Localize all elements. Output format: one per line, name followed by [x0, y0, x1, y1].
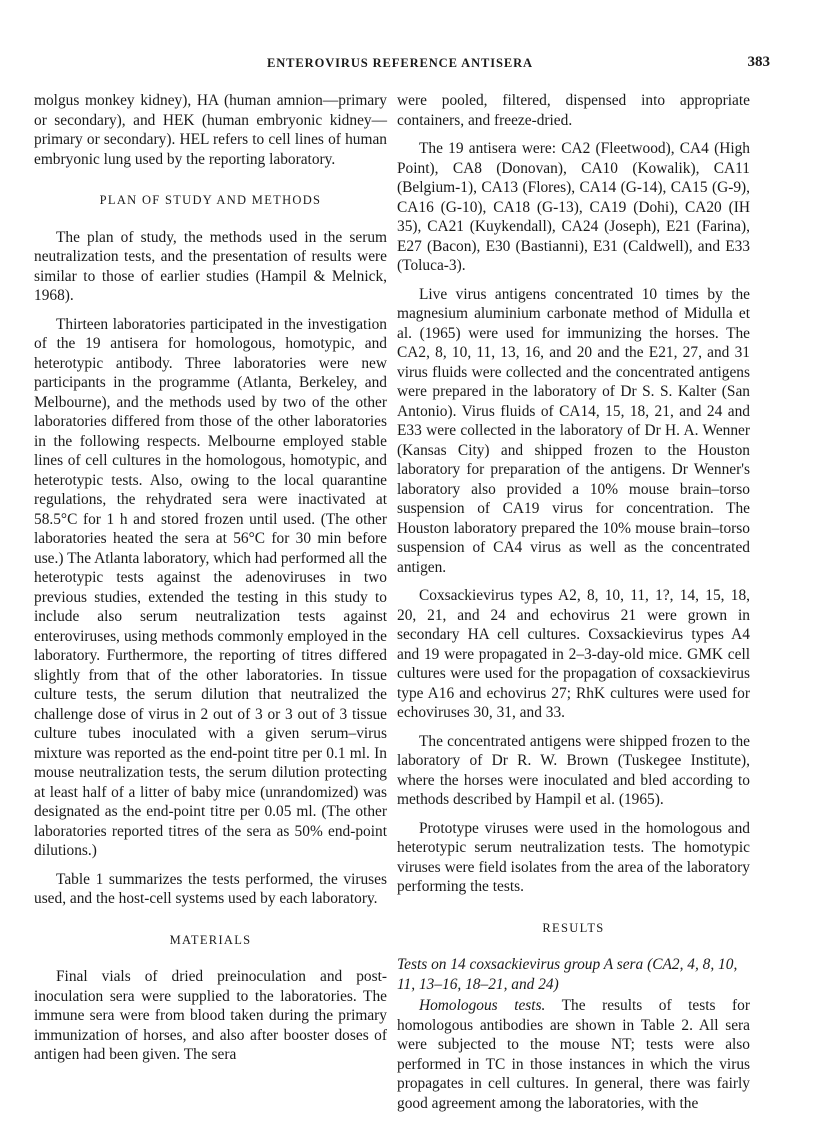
homologous-text: The results of tests for homologous antibodies are shown in Table 2. All sera were subjected to the mouse NT; tests were also performed in TC in those instances in which the virus propagates in cell cultures. In general, there was fairly good agreement among the laboratories, with the [397, 997, 750, 1112]
run-in-heading-homologous: Homologous tests. [419, 997, 546, 1014]
paragraph-plan: The plan of study, the methods used in the serum neutralization tests, and the presentation of results were similar to those of earlier studies (Hampil & Melnick, 1968). [34, 228, 387, 304]
subsection-heading-tests: Tests on 14 coxsackievirus group A sera (CA2, 4, 8, 10, 11, 13–16, 18–21, and 24) [397, 956, 738, 993]
paragraph-laboratories: Thirteen laboratories participated in the investigation of the 19 antisera for homologous, homotypic, and heterotypic antibody. Three laboratories were new participants in the programme (Atlanta, Berkeley, and Melbourne), and the methods used by two of the other laboratories differed from those of the other laboratories in the following respects. Melbourne employed stable lines of cell cultures in the homologous, homotypic, and heterotypic tests. Also, owing to the local quarantine regulations, the rehydrated sera were inactivated at 58.5°C for 1 h and stored frozen until used. (The other laboratories heated the sera at 56°C for 30 min before use.) The Atlanta laboratory, which had performed all the heterotypic tests against the adenoviruses in two previous studies, extended the testing in this study to include also serum neutralization tests against enteroviruses, using methods commonly employed in the laboratory. Furthermore, the reporting of titres differed slightly from that of the other laboratories. In tissue culture tests, the serum dilution that neutralized the challenge dose of virus in 2 out of 3 or 3 out of 3 tissue culture tubes inoculated with a given serum–virus mixture was reported as the end-point titre per 0.1 ml. In mouse neutralization tests, the serum dilution protecting at least half of a litter of baby mice (unrandomized) was designated as the end-point titre per 0.05 ml. (The other laboratories reported titres of the sera as 50% end-point dilutions.) [34, 315, 387, 859]
section-heading-plan: PLAN OF STUDY AND METHODS [99, 193, 322, 207]
running-title: ENTEROVIRUS REFERENCE ANTISERA [267, 56, 533, 70]
paragraph-materials: Final vials of dried preinoculation and post-inoculation sera were supplied to the laboratories. The immune sera were from blood taken during the primary immunization of horses, and also after booster doses of antigen had been given. The sera [34, 968, 387, 1063]
left-column [34, 91, 387, 1074]
paragraph-homologous [397, 996, 750, 1113]
section-heading-materials: MATERIALS [169, 932, 252, 947]
running-header [30, 56, 770, 76]
paragraph-shipped: The concentrated antigens were shipped frozen to the laboratory of Dr R. W. Brown (Tuskegee Institute), where the horses were inoculated and bled according to methods described by Hampil et al. (1965). [397, 732, 750, 808]
paragraph-table1: Table 1 summarizes the tests performed, the viruses used, and the host-cell systems used by each laboratory. [34, 870, 387, 907]
paragraph-antisera: The 19 antisera were: CA2 (Fleetwood), CA4 (High Point), CA8 (Donovan), CA10 (Kowalik), CA11 (Belgium-1), CA13 (Flores), CA14 (G-14), CA15 (G-9), CA16 (G-10), CA18 (G-13), CA19 (Dohi), CA20 (IH 35), CA21 (Kuykendall), CA24 (Joseph), E21 (Farina), E27 (Bacon), E30 (Bastianni), E31 (Caldwell), and E33 (Toluca-3). [397, 140, 750, 274]
paragraph-continued: molgus monkey kidney), HA (human amnion—primary or secondary), and HEK (human embryonic kidney—primary or secondary). HEL refers to cell lines of human embryonic lung used by the reporting laboratory. [34, 92, 387, 168]
paragraph-coxsackievirus: Coxsackievirus types A2, 8, 10, 11, 1?, 14, 15, 18, 20, 21, and 24 and echovirus 21 were grown in secondary HA cell cultures. Coxsackievirus types A4 and 19 were propagated in 2–3-day-old mice. GMK cell cultures were used for the propagation of coxsackievirus type A16 and echovirus 27; RhK cultures were used for echoviruses 30, 31, and 33. [397, 587, 750, 721]
paragraph-prototype: Prototype viruses were used in the homologous and heterotypic serum neutralization tests. The homotypic viruses were field isolates from the area of the laboratory performing the tests. [397, 819, 750, 895]
paragraph-continued-right: were pooled, filtered, dispensed into appropriate containers, and freeze-dried. [397, 92, 750, 129]
page-number: 383 [747, 54, 770, 70]
section-heading-results: RESULTS [542, 920, 605, 935]
paragraph-live-virus: Live virus antigens concentrated 10 times by the magnesium aluminium carbonate method of Midulla et al. (1965) were used for immunizing the horses. The CA2, 8, 10, 11, 13, 16, and 20 and the E21, 27, and 31 virus fluids were collected and the concentrated antigens were prepared in the laboratory of Dr S. S. Kalter (San Antonio). Virus fluids of CA14, 15, 18, 21, and 24 and E33 were collected in the laboratory of Dr H. A. Wenner (Kansas City) and shipped frozen to the Houston laboratory for preparation of the antigens. Dr Wenner's laboratory also provided a 10% mouse brain–torso suspension of CA19 virus for concentration. The Houston laboratory prepared the 10% mouse brain–torso suspension of CA4 virus as well as the concentrated antigen. [397, 285, 750, 576]
right-column [397, 91, 750, 1122]
